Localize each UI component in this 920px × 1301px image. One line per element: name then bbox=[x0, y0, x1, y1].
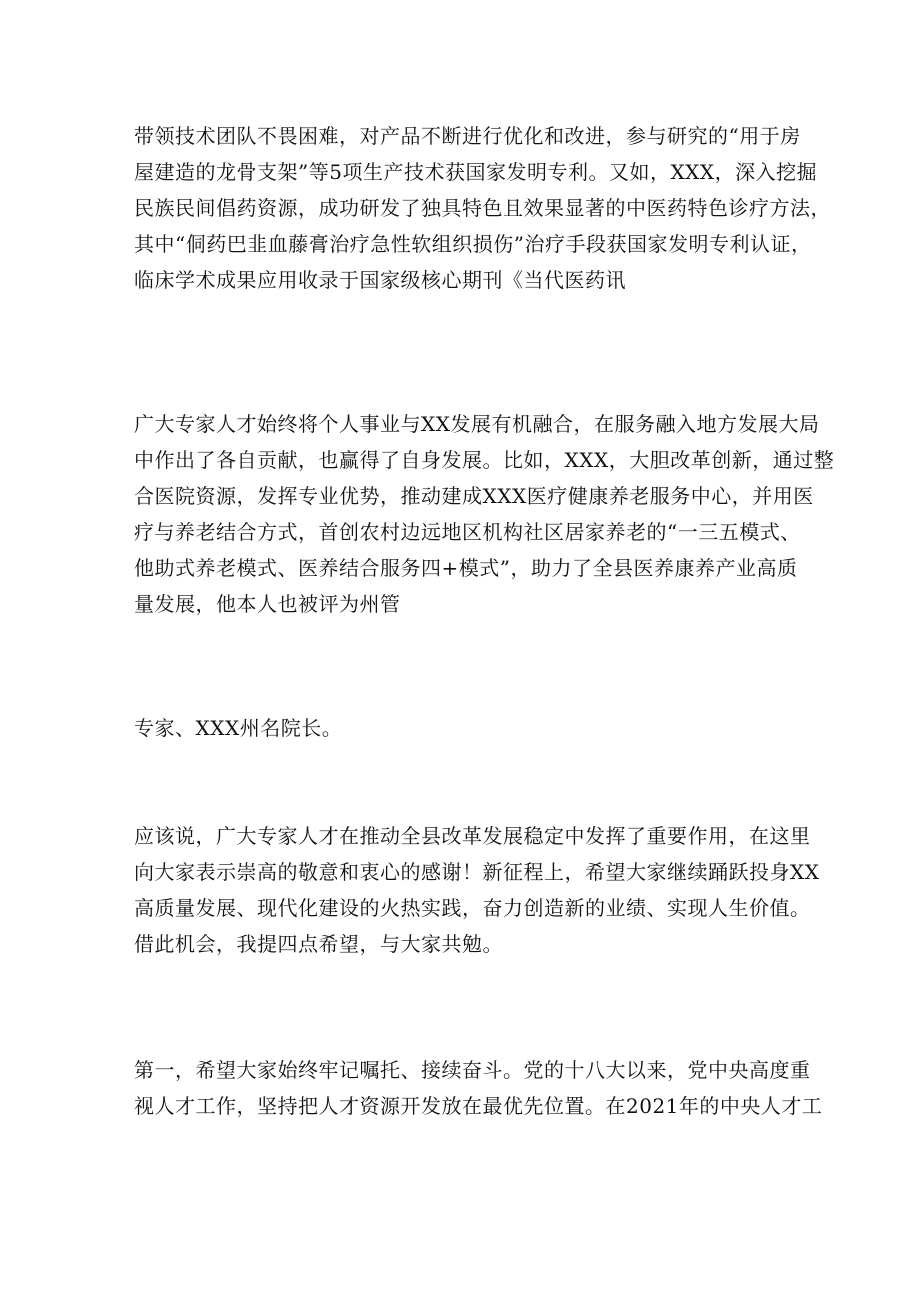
paragraph-2 bbox=[134, 406, 835, 622]
paragraph-3 bbox=[134, 710, 794, 746]
text-line: 量发展，他本人也被评为州管 bbox=[134, 592, 401, 616]
text-line: 合医院资源，发挥专业优势，推动建成XXX医疗健康养老服务中心，并用医 bbox=[134, 484, 814, 508]
text-line: 高质量发展、现代化建设的火热实践，奋力创造新的业绩、实现人生价值。 bbox=[134, 896, 811, 920]
text-line: 应该说，广大专家人才在推动全县改革发展稳定中发挥了重要作用，在这里 bbox=[134, 824, 811, 848]
text-line: 其中“侗药巴韭血藤膏治疗急性软组织损伤”治疗手段获国家发明专利认证， bbox=[134, 232, 812, 256]
text-line: 向大家表示崇高的敬意和衷心的感谢！新征程上，希望大家继续踊跃投身XX bbox=[134, 860, 820, 884]
text-line: 借此机会，我提四点希望，与大家共勉。 bbox=[134, 932, 503, 956]
text-line: 专家、XXX州名院长。 bbox=[134, 716, 343, 740]
text-line: 屋建造的龙骨支架”等5项生产技术获国家发明专利。又如，XXX，深入挖掘 bbox=[134, 160, 818, 184]
text-line: 民族民间倡药资源，成功研发了独具特色且效果显著的中医药特色诊疗方法， bbox=[134, 196, 831, 220]
text-line: 疗与养老结合方式，首创农村边远地区机构社区居家养老的“一三五模式、 bbox=[134, 520, 801, 544]
text-line: 中作出了各自贡献，也赢得了自身发展。比如，XXX，大胆改革创新，通过整 bbox=[134, 448, 835, 472]
text-line: 临床学术成果应用收录于国家级核心期刊《当代医药讯 bbox=[134, 268, 626, 292]
text-line: 他助式养老模式、医养结合服务四+模式”，助力了全县医养康养产业高质 bbox=[134, 556, 798, 580]
text-line: 广大专家人才始终将个人事业与XX发展有机融合，在服务融入地方发展大局 bbox=[134, 412, 820, 436]
paragraph-4 bbox=[134, 818, 820, 962]
text-line: 带领技术团队不畏困难，对产品不断进行优化和改进，参与研究的“用于房 bbox=[134, 124, 801, 148]
paragraph-5 bbox=[134, 1052, 823, 1124]
paragraph-1 bbox=[134, 118, 831, 298]
text-line: 视人才工作，坚持把人才资源开发放在最优先位置。在2021年的中央人才工 bbox=[134, 1094, 823, 1118]
text-line: 第一，希望大家始终牢记嘱托、接续奋斗。党的十八大以来，党中央高度重 bbox=[134, 1058, 811, 1082]
